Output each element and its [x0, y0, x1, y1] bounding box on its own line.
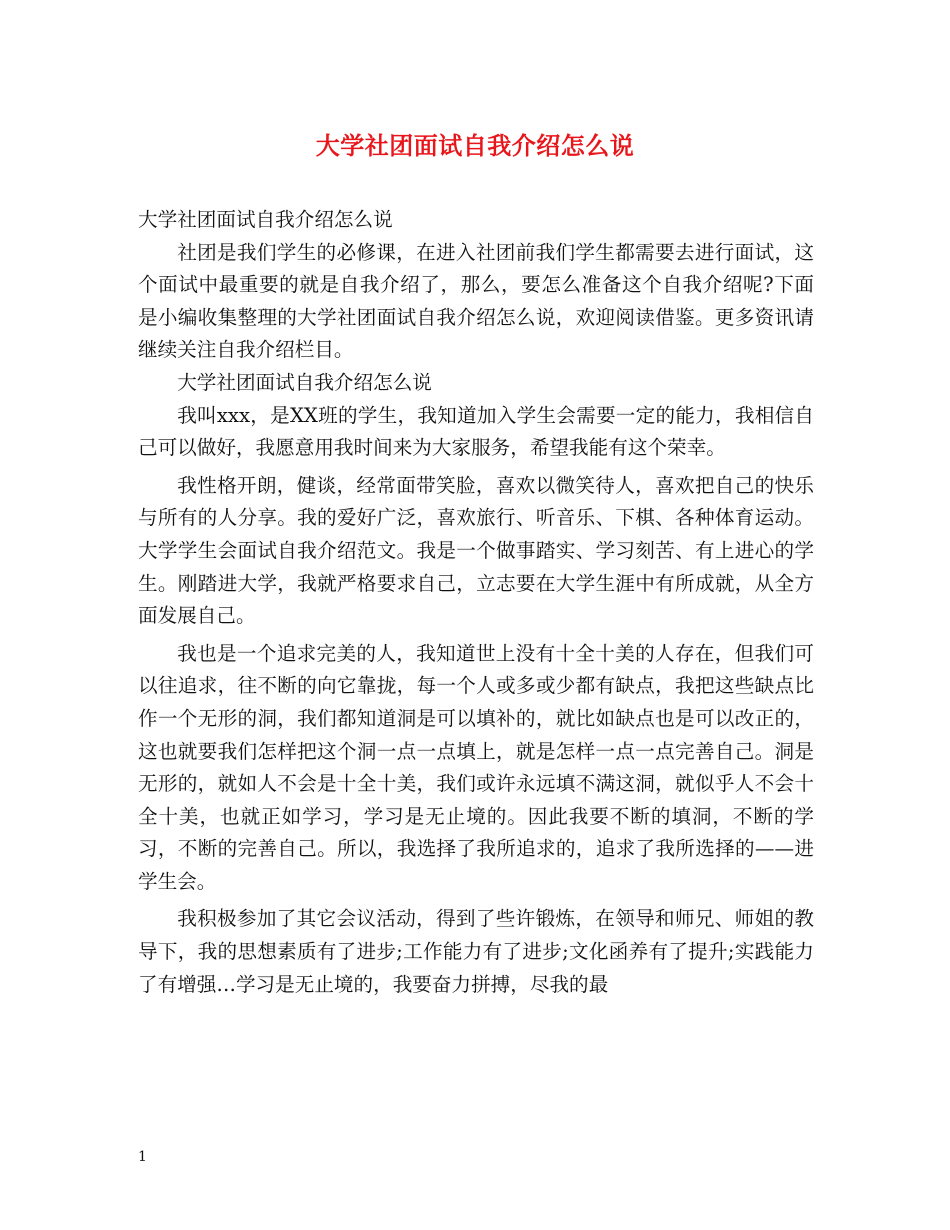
paragraph-personality: 我性格开朗，健谈，经常面带笑脸，喜欢以微笑待人，喜欢把自己的快乐与所有的人分享。我的爱好广泛，喜欢旅行、听音乐、下棋、各种体育运动。大学学生会面试自我介绍范文。我是一个做事踏实、学习刻苦、有上进心的学生。刚踏进大学，我就严格要求自己，立志要在大学生涯中有所成就，从全方面发展自己。	[138, 473, 814, 628]
paragraph-activities: 我积极参加了其它会议活动，得到了些许锻炼，在领导和师兄、师姐的教导下，我的思想素质有了进步;工作能力有了进步;文化函养有了提升;实践能力了有增强…学习是无止境的，我要奋力拼搏，尽我的最	[138, 907, 814, 996]
paragraph-name: 我叫xxx，是XX班的学生，我知道加入学生会需要一定的能力，我相信自己可以做好，我愿意用我时间来为大家服务，希望我能有这个荣幸。	[138, 403, 814, 460]
paragraph-intro: 社团是我们学生的必修课，在进入社团前我们学生都需要去进行面试，这个面试中最重要的就是自我介绍了，那么，要怎么准备这个自我介绍呢?下面是小编收集整理的大学社团面试自我介绍怎么说，欢迎阅读借鉴。更多资讯请继续关注自我介绍栏目。	[138, 240, 814, 362]
document-title: 大学社团面试自我介绍怎么说	[315, 131, 635, 160]
subtitle-line: 大学社团面试自我介绍怎么说	[138, 208, 393, 231]
paragraph-heading: 大学社团面试自我介绍怎么说	[177, 370, 432, 394]
paragraph-perfection: 我也是一个追求完美的人，我知道世上没有十全十美的人存在，但我们可以往追求，往不断的向它靠拢，每一个人或多或少都有缺点，我把这些缺点比作一个无形的洞，我们都知道洞是可以填补的，就比如缺点也是可以改正的，这也就要我们怎样把这个洞一点一点填上，就是怎样一点一点完善自己。洞是无形的，就如人不会是十全十美，我们或许永远填不满这洞，就似乎人不会十全十美，也就正如学习，学习是无止境的。因此我要不断的填洞，不断的学习，不断的完善自己。所以，我选择了我所追求的，追求了我所选择的——进学生会。	[138, 641, 814, 893]
page-number: 1	[138, 1149, 147, 1165]
document-body	[138, 204, 814, 1001]
